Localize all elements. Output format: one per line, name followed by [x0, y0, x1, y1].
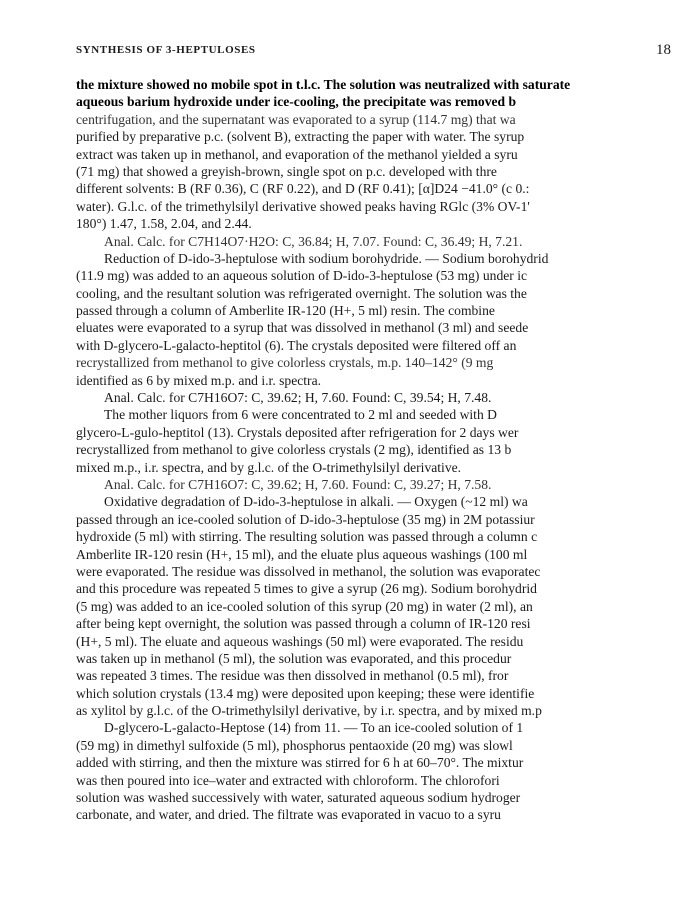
- text-line: Anal. Calc. for C7H16O7: C, 39.62; H, 7.60. Found: C, 39.27; H, 7.58.: [104, 476, 492, 492]
- text-line: identified as 6 by mixed m.p. and i.r. spectra.: [76, 372, 322, 388]
- text-line: Reduction of D-ido-3-heptulose with sodium borohydride. — Sodium borohydrid: [104, 250, 549, 266]
- text-line: was then poured into ice–water and extracted with chloroform. The chlorofori: [76, 772, 500, 788]
- text-line: added with stirring, and then the mixture was stirred for 6 h at 60–70°. The mixtur: [76, 755, 524, 771]
- text-line: eluates were evaporated to a syrup that was dissolved in methanol (3 ml) and seede: [76, 320, 529, 336]
- text-line: Anal. Calc. for C7H16O7: C, 39.62; H, 7.60. Found: C, 39.54; H, 7.48.: [104, 390, 492, 406]
- text-line: hydroxide (5 ml) with stirring. The resulting solution was passed through a column c: [76, 529, 538, 545]
- text-line: centrifugation, and the supernatant was evaporated to a syrup (114.7 mg) that wa: [76, 111, 516, 127]
- text-line: recrystallized from methanol to give colorless crystals, m.p. 140–142° (9 mg: [76, 355, 494, 371]
- text-line: water). G.l.c. of the trimethylsilyl derivative showed peaks having RGlc (3% OV-1': [76, 198, 530, 214]
- text-line: which solution crystals (13.4 mg) were deposited upon keeping; these were identifie: [76, 685, 535, 701]
- text-line: aqueous barium hydroxide under ice-cooling, the precipitate was removed b: [76, 94, 517, 110]
- running-title: SYNTHESIS OF 3-HEPTULOSES: [76, 44, 256, 56]
- text-line: Oxidative degradation of D-ido-3-heptulose in alkali. — Oxygen (~12 ml) wa: [104, 494, 528, 510]
- text-line: the mixture showed no mobile spot in t.l.c. The solution was neutralized with saturate: [76, 77, 571, 92]
- text-line: (5 mg) was added to an ice-cooled solution of this syrup (20 mg) in water (2 ml), an: [76, 598, 533, 614]
- text-line: passed through an ice-cooled solution of D-ido-3-heptulose (35 mg) in 2M potassiur: [76, 511, 535, 527]
- body-text: [76, 76, 676, 824]
- text-line: after being kept overnight, the solution was passed through a column of IR-120 resi: [76, 616, 531, 632]
- text-line: (71 mg) that showed a greyish-brown, single spot on p.c. developed with thre: [76, 163, 497, 179]
- text-line: passed through a column of Amberlite IR-120 (H+, 5 ml) resin. The combine: [76, 303, 495, 319]
- text-line: The mother liquors from 6 were concentrated to 2 ml and seeded with D: [104, 407, 497, 423]
- text-line: were evaporated. The residue was dissolved in methanol, the solution was evaporatec: [76, 563, 541, 579]
- text-line: carbonate, and water, and dried. The filtrate was evaporated in vacuo to a syru: [76, 807, 501, 823]
- text-line: was taken up in methanol (5 ml), the solution was evaporated, and this procedur: [76, 650, 512, 666]
- text-line: was repeated 3 times. The residue was then dissolved in methanol (0.5 ml), fror: [76, 668, 509, 684]
- text-line: Amberlite IR-120 resin (H+, 15 ml), and the eluate plus aqueous washings (100 ml: [76, 546, 528, 562]
- text-line: 180°) 1.47, 1.58, 2.04, and 2.44.: [76, 216, 252, 232]
- text-line: (H+, 5 ml). The eluate and aqueous washings (50 ml) were evaporated. The residu: [76, 633, 524, 649]
- text-line: as xylitol by g.l.c. of the O-trimethylsilyl derivative, by i.r. spectra, and by mixed m.p: [76, 703, 542, 719]
- text-line: mixed m.p., i.r. spectra, and by g.l.c. of the O-trimethylsilyl derivative.: [76, 459, 462, 475]
- text-line: extract was taken up in methanol, and evaporation of the methanol yielded a syru: [76, 146, 518, 162]
- text-line: and this procedure was repeated 5 times to give a syrup (26 mg). Sodium borohydrid: [76, 581, 537, 597]
- text-line: cooling, and the resultant solution was refrigerated overnight. The solution was the: [76, 285, 527, 301]
- text-line: purified by preparative p.c. (solvent B), extracting the paper with water. The syrup: [76, 129, 525, 145]
- running-head: [76, 42, 676, 62]
- page-number: 18: [656, 42, 671, 58]
- text-line: (11.9 mg) was added to an aqueous solution of D-ido-3-heptulose (53 mg) under ic: [76, 268, 528, 284]
- text-line: D-glycero-L-galacto-Heptose (14) from 11. — To an ice-cooled solution of 1: [104, 720, 524, 736]
- text-line: glycero-L-gulo-heptitol (13). Crystals deposited after refrigeration for 2 days wer: [76, 424, 519, 440]
- text-line: Anal. Calc. for C7H14O7·H2O: C, 36.84; H, 7.07. Found: C, 36.49; H, 7.21.: [104, 233, 523, 249]
- text-line: recrystallized from methanol to give colorless crystals (2 mg), identified as 13 b: [76, 442, 512, 458]
- text-line: solution was washed successively with water, saturated aqueous sodium hydroger: [76, 790, 521, 806]
- text-line: different solvents: B (RF 0.36), C (RF 0.22), and D (RF 0.41); [α]D24 −41.0° (c 0.:: [76, 181, 530, 197]
- text-line: (59 mg) in dimethyl sulfoxide (5 ml), phosphorus pentaoxide (20 mg) was slowl: [76, 737, 513, 753]
- text-line: with D-glycero-L-galacto-heptitol (6). The crystals deposited were filtered off an: [76, 337, 517, 353]
